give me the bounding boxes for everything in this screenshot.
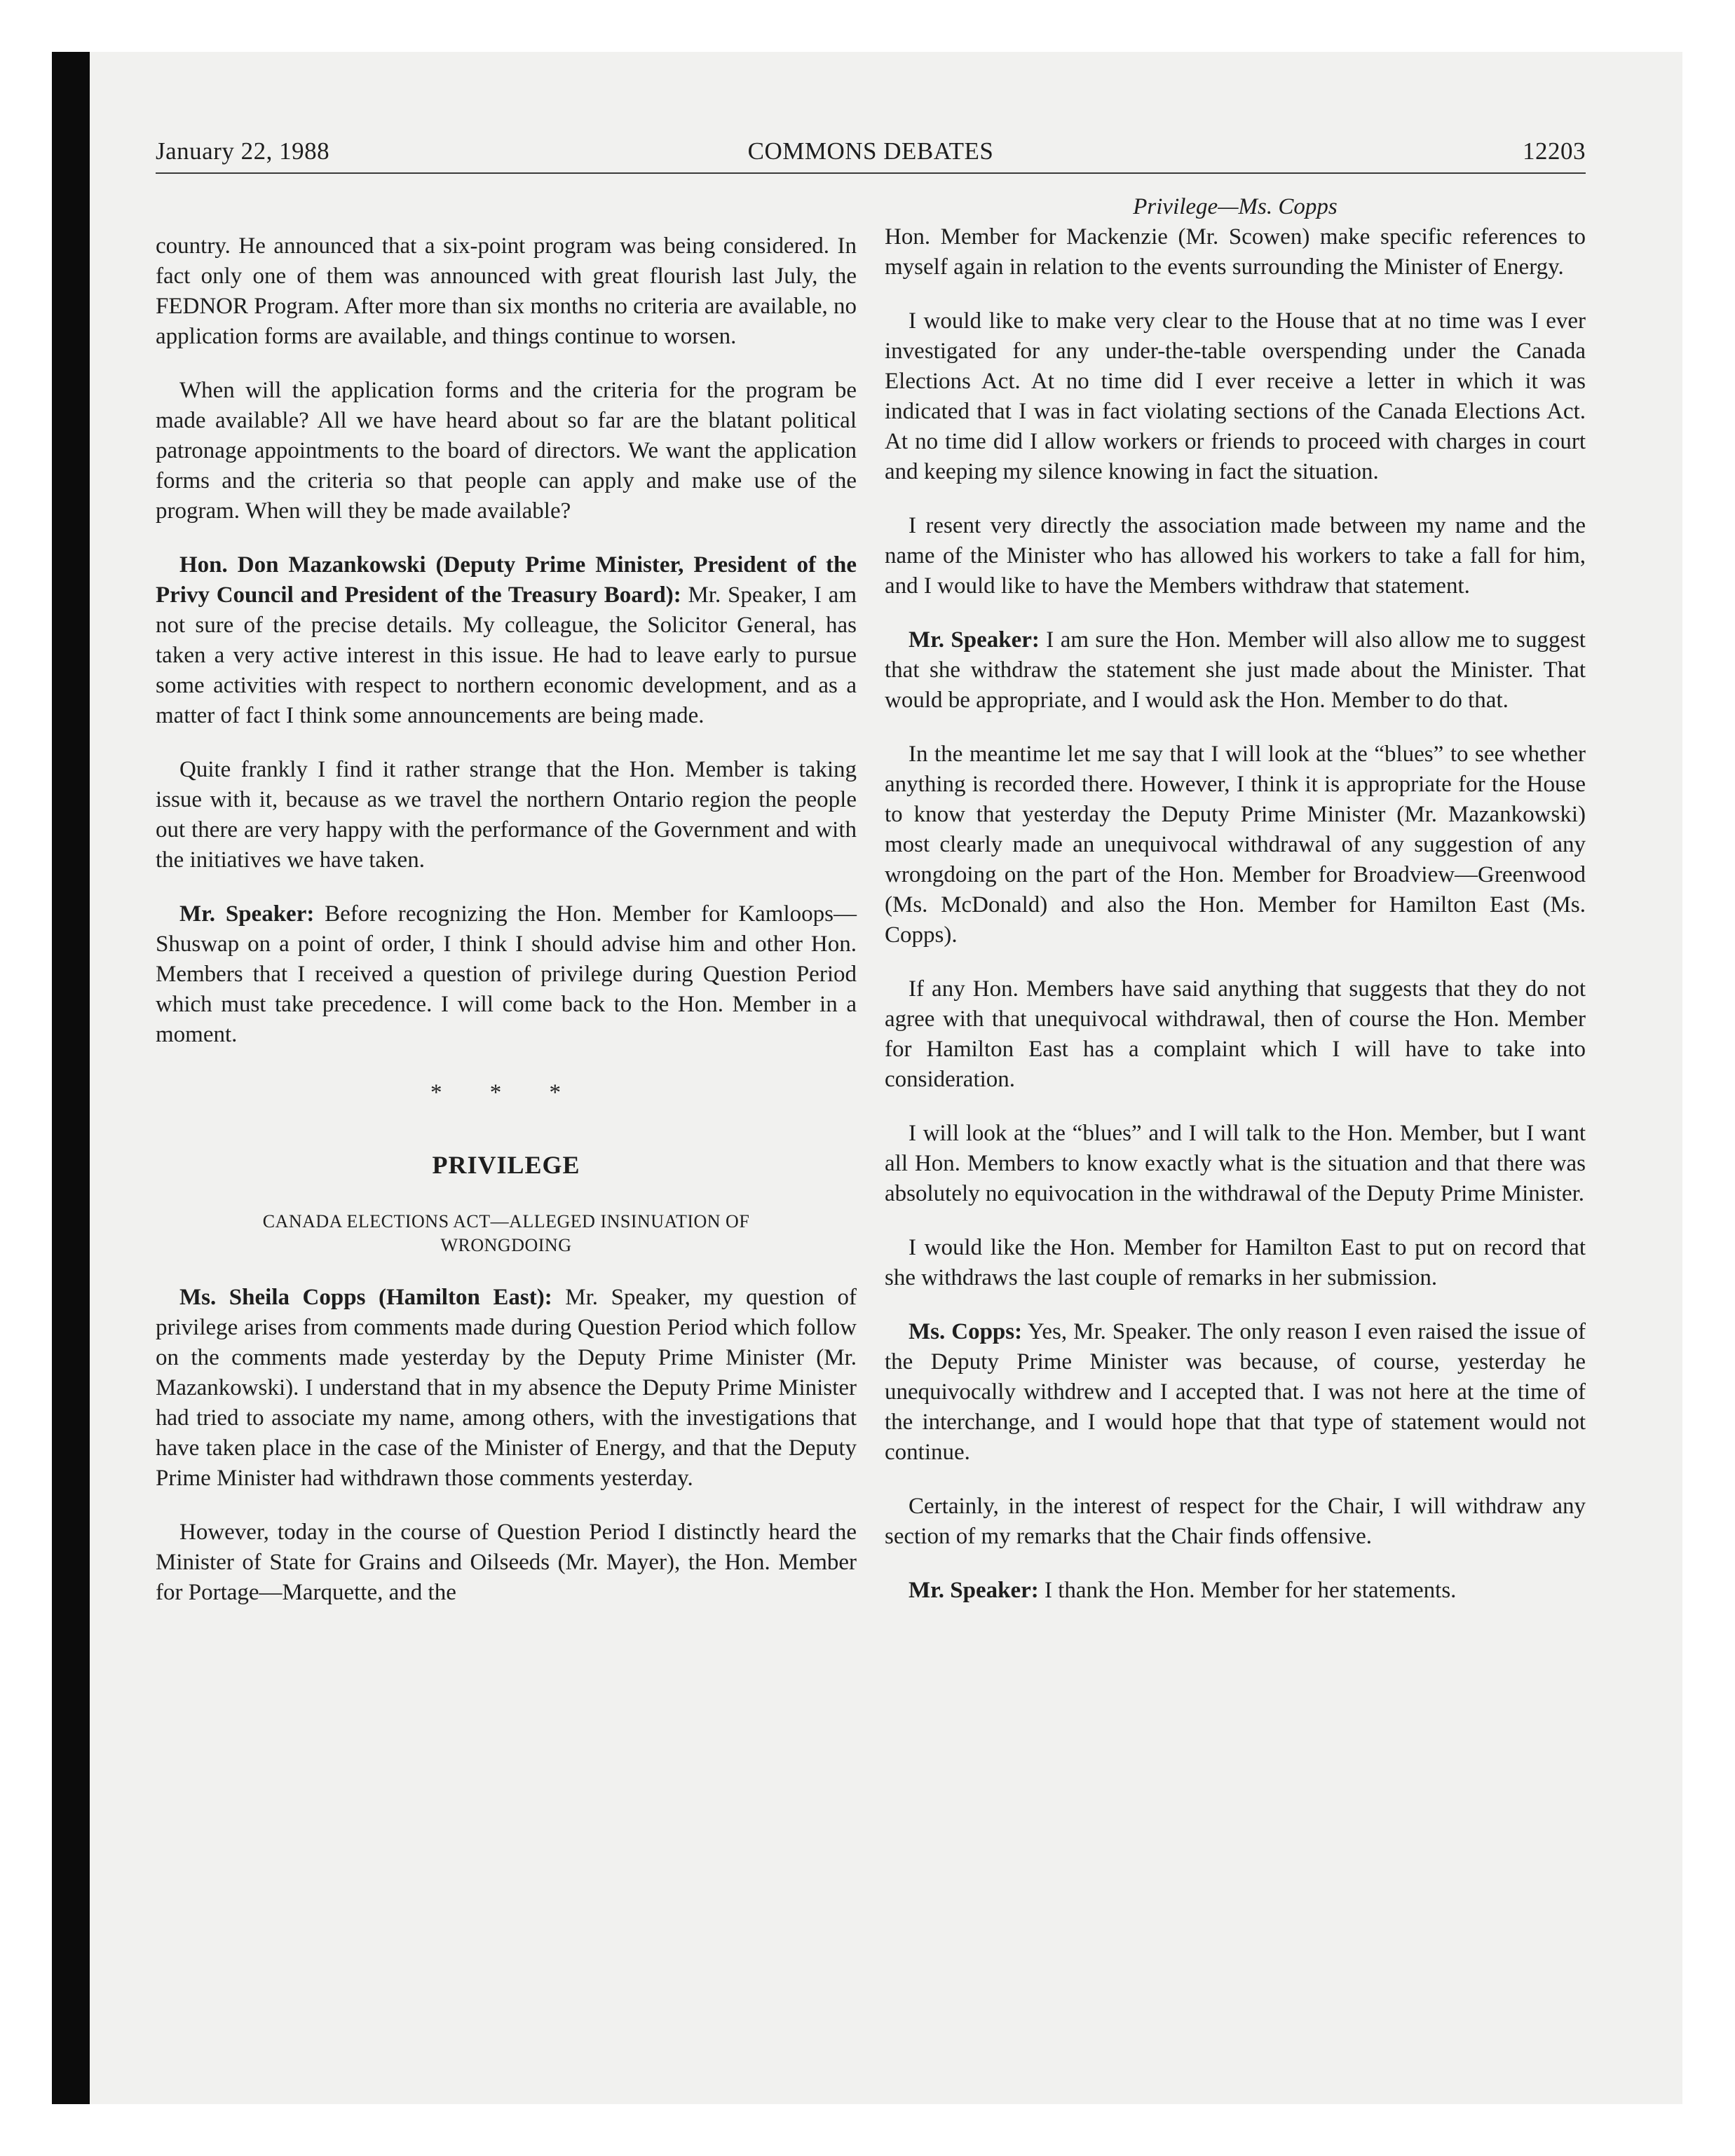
speech-text: Mr. Speaker, I am not sure of the precise details. My colleague, the Solicitor General, has taken a very active interest in this issue. He had to leave early to pursue some activities with respect to northern economic development, and as a matter of fact I think some announcements are being made.	[156, 582, 857, 728]
header-publication: COMMONS DEBATES	[747, 137, 994, 165]
speaker-name: Mr. Speaker:	[909, 627, 1040, 653]
running-head: Privilege—Ms. Copps	[1133, 194, 1338, 219]
speaker-name: Hon. Don Mazankowski (Deputy Prime Minister, President of the Privy Council and President of the Treasury Board):	[156, 552, 857, 608]
left-column	[156, 231, 857, 1632]
paragraph: However, today in the course of Question Period I distinctly heard the Minister of State for Grains and Oilseeds (Mr. Mayer), the Hon. Member for Portage—Marquette, and the	[156, 1520, 857, 1605]
header-page-number: 12203	[1523, 137, 1586, 165]
paragraph: country. He announced that a six-point program was being considered. In fact only one of them was announced with great flourish last July, the FEDNOR Program. After more than six months no criteria are available, no application forms are available, and things continue to worsen.	[156, 233, 857, 349]
paragraph: Quite frankly I find it rather strange that the Hon. Member is taking issue with it, because as we travel the northern Ontario region the people out there are very happy with the performance of the Government and with the initiatives we have taken.	[156, 757, 857, 873]
paragraph	[885, 625, 1586, 716]
paragraph	[885, 1576, 1586, 1606]
speech-text: Before recognizing the Hon. Member for Kamloops—Shuswap on a point of order, I think I should advise him and other Hon. Members that I received a question of privilege during Question Period which must take precedence. I will come back to the Hon. Member in a moment.	[156, 901, 857, 1047]
paragraph: When will the application forms and the criteria for the program be made available? All we have heard about so far are the blatant political patronage appointments to the board of directors. We want the application forms and the criteria so that people can apply and make use of the program. When will they be made available?	[156, 378, 857, 524]
paragraph: I resent very directly the association made between my name and the name of the Minister who has allowed his workers to take a fall for him, and I would like to have the Members withdraw that statement.	[885, 513, 1586, 599]
header-date: January 22, 1988	[156, 137, 330, 165]
binding-shadow	[52, 52, 90, 2104]
speech-text: I thank the Hon. Member for her statements.	[1038, 1578, 1457, 1603]
right-column	[885, 192, 1586, 1630]
paragraph: Certainly, in the interest of respect for the Chair, I will withdraw any section of my remarks that the Chair finds offensive.	[885, 1494, 1586, 1549]
paragraph	[156, 1283, 857, 1494]
paragraph	[156, 899, 857, 1050]
paragraph: If any Hon. Members have said anything that suggests that they do not agree with that unequivocal withdrawal, then of course the Hon. Member for Hamilton East has a complaint which I will have to take into consideration.	[885, 976, 1586, 1092]
speech-text: I am sure the Hon. Member will also allow me to suggest that she withdraw the statement she just made about the Minister. That would be appropriate, and I would ask the Hon. Member to do that.	[885, 627, 1586, 713]
paragraph: I would like the Hon. Member for Hamilton East to put on record that she withdraws the last couple of remarks in her submission.	[885, 1235, 1586, 1290]
speaker-name: Ms. Sheila Copps (Hamilton East):	[179, 1285, 552, 1310]
section-separator: * * *	[430, 1080, 582, 1105]
page-header	[156, 137, 1586, 174]
speaker-name: Mr. Speaker:	[909, 1578, 1039, 1603]
paragraph: I would like to make very clear to the House that at no time was I ever investigated for any under-the-table overspending under the Canada Elections Act. At no time did I ever receive a letter in which it was indicated that I was in fact violating sections of the Canada Elections Act. At no time did I allow workers or friends to proceed with charges in court and keeping my silence knowing in fact the situation.	[885, 308, 1586, 484]
speech-text: Mr. Speaker, my question of privilege arises from comments made during Question Period which follow on the comments made yesterday by the Deputy Prime Minister (Mr. Mazankowski). I understand that in my absence the Deputy Prime Minister had tried to associate my name, among others, with the investigations that have taken place in the case of the Minister of Energy, and that the Deputy Prime Minister had withdrawn those comments yesterday.	[156, 1285, 857, 1491]
paragraph: In the meantime let me say that I will look at the “blues” to see whether anything is recorded there. However, I think it is appropriate for the House to know that yesterday the Deputy Prime Minister (Mr. Mazankowski) most clearly made an unequivocal withdrawal of any suggestion of any wrongdoing on the part of the Hon. Member for Broadview—Greenwood (Ms. McDonald) and also the Hon. Member for Hamilton East (Ms. Copps).	[885, 742, 1586, 948]
paragraph: I will look at the “blues” and I will talk to the Hon. Member, but I want all Hon. Members to know exactly what is the situation and that there was absolutely no equivocation in the withdrawal of the Deputy Prime Minister.	[885, 1121, 1586, 1206]
paragraph: Hon. Member for Mackenzie (Mr. Scowen) make specific references to myself again in relation to the events surrounding the Minister of Energy.	[885, 224, 1586, 280]
paragraph	[885, 1317, 1586, 1468]
speech-text: Yes, Mr. Speaker. The only reason I even raised the issue of the Deputy Prime Minister was because, of course, yesterday he unequivocally withdrew and I accepted that. I was not here at the time of the interchange, and I would hope that that type of statement would not continue.	[885, 1319, 1586, 1465]
speaker-name: Ms. Copps:	[909, 1319, 1023, 1344]
speaker-name: Mr. Speaker:	[179, 901, 315, 927]
section-subheading: CANADA ELECTIONS ACT—ALLEGED INSINUATION OF WRONGDOING	[262, 1211, 750, 1255]
section-title: PRIVILEGE	[432, 1151, 580, 1179]
paragraph	[156, 550, 857, 731]
